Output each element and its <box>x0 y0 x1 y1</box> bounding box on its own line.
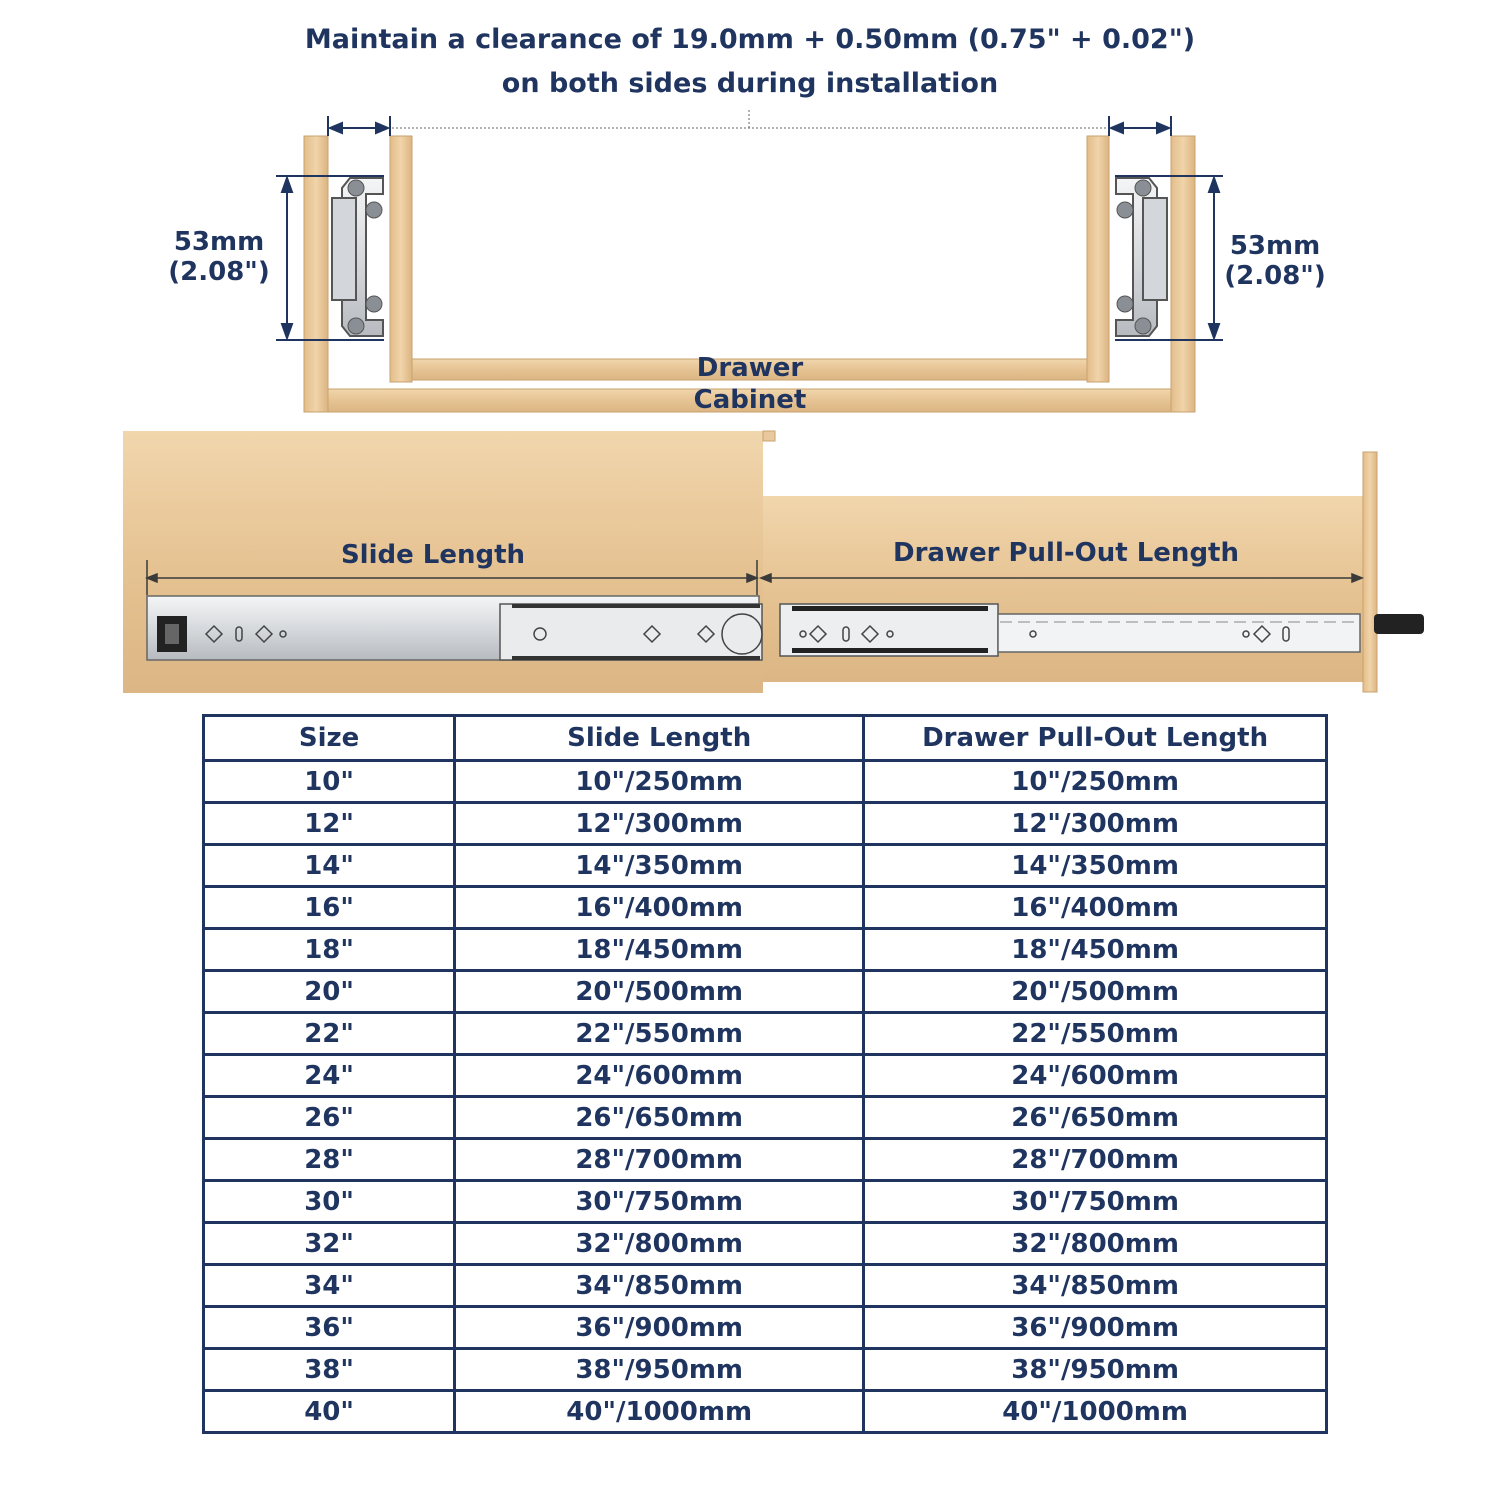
table-row <box>204 803 1327 845</box>
cell-size: 32" <box>204 1223 455 1265</box>
clearance-note-line1: Maintain a clearance of 19.0mm + 0.50mm (0.75" + 0.02") <box>304 24 1196 55</box>
cell-pullout-length: 10"/250mm <box>864 761 1327 803</box>
right-height-dimension <box>1115 176 1223 340</box>
cell-slide-length: 14"/350mm <box>455 845 864 887</box>
cell-slide-length: 32"/800mm <box>455 1223 864 1265</box>
cell-slide-length: 22"/550mm <box>455 1013 864 1055</box>
cabinet-left-side <box>304 136 328 412</box>
cell-pullout-length: 16"/400mm <box>864 887 1327 929</box>
cell-slide-length: 18"/450mm <box>455 929 864 971</box>
table-row <box>204 971 1327 1013</box>
cell-pullout-length: 22"/550mm <box>864 1013 1327 1055</box>
cell-size: 26" <box>204 1097 455 1139</box>
cell-size: 16" <box>204 887 455 929</box>
cell-size: 28" <box>204 1139 455 1181</box>
right-clearance-arrow <box>1109 116 1171 136</box>
table-row <box>204 1055 1327 1097</box>
drawer-front-panel <box>1363 452 1377 692</box>
left-clearance-arrow <box>328 116 390 136</box>
cell-pullout-length: 20"/500mm <box>864 971 1327 1013</box>
drawer-left-side <box>390 136 412 382</box>
cell-size: 36" <box>204 1307 455 1349</box>
cell-pullout-length: 40"/1000mm <box>864 1391 1327 1433</box>
cell-pullout-length: 14"/350mm <box>864 845 1327 887</box>
cell-slide-length: 12"/300mm <box>455 803 864 845</box>
cell-size: 20" <box>204 971 455 1013</box>
table-row <box>204 1013 1327 1055</box>
left-slide-profile-icon <box>332 178 383 336</box>
cell-size: 34" <box>204 1265 455 1307</box>
drawer-right-side <box>1087 136 1109 382</box>
right-slide-profile-icon <box>1116 178 1167 336</box>
header-pullout-length: Drawer Pull-Out Length <box>864 716 1327 761</box>
size-spec-table <box>202 714 1328 1434</box>
left-height-label <box>164 227 274 287</box>
table-row <box>204 929 1327 971</box>
cell-slide-length: 24"/600mm <box>455 1055 864 1097</box>
cell-pullout-length: 30"/750mm <box>864 1181 1327 1223</box>
cell-slide-length: 28"/700mm <box>455 1139 864 1181</box>
cell-slide-length: 38"/950mm <box>455 1349 864 1391</box>
table-row <box>204 761 1327 803</box>
header-slide-length: Slide Length <box>455 716 864 761</box>
table-row <box>204 1391 1327 1433</box>
cell-slide-length: 30"/750mm <box>455 1181 864 1223</box>
cell-size: 10" <box>204 761 455 803</box>
right-height-mm: 53mm <box>1229 231 1321 261</box>
cell-pullout-length: 38"/950mm <box>864 1349 1327 1391</box>
cell-slide-length: 36"/900mm <box>455 1307 864 1349</box>
drawer-label: Drawer <box>696 353 804 383</box>
cell-slide-length: 26"/650mm <box>455 1097 864 1139</box>
table-row <box>204 1097 1327 1139</box>
cell-pullout-length: 24"/600mm <box>864 1055 1327 1097</box>
slide-length-label: Slide Length <box>340 540 526 570</box>
table-row <box>204 1349 1327 1391</box>
left-height-inch: (2.08") <box>168 257 270 287</box>
table-row <box>204 1307 1327 1349</box>
cell-slide-length: 16"/400mm <box>455 887 864 929</box>
cell-size: 38" <box>204 1349 455 1391</box>
cell-pullout-length: 26"/650mm <box>864 1097 1327 1139</box>
clearance-note-line2: on both sides during installation <box>501 68 999 99</box>
cell-size: 12" <box>204 803 455 845</box>
table-row <box>204 1181 1327 1223</box>
right-height-label <box>1220 231 1330 291</box>
cell-pullout-length: 18"/450mm <box>864 929 1327 971</box>
table-row <box>204 887 1327 929</box>
cell-slide-length: 40"/1000mm <box>455 1391 864 1433</box>
table-row <box>204 1223 1327 1265</box>
cell-size: 22" <box>204 1013 455 1055</box>
table-row <box>204 1265 1327 1307</box>
cabinet-right-side <box>1171 136 1195 412</box>
table-row <box>204 845 1327 887</box>
header-size: Size <box>204 716 455 761</box>
cell-pullout-length: 32"/800mm <box>864 1223 1327 1265</box>
cross-section-diagram <box>0 0 1500 700</box>
table-header-row <box>204 716 1327 761</box>
cell-pullout-length: 28"/700mm <box>864 1139 1327 1181</box>
cabinet-label: Cabinet <box>693 385 807 415</box>
cell-slide-length: 34"/850mm <box>455 1265 864 1307</box>
left-height-dimension <box>276 176 384 340</box>
cell-size: 40" <box>204 1391 455 1433</box>
table-row <box>204 1139 1327 1181</box>
cell-pullout-length: 34"/850mm <box>864 1265 1327 1307</box>
pullout-length-label: Drawer Pull-Out Length <box>892 538 1239 568</box>
cell-slide-length: 10"/250mm <box>455 761 864 803</box>
right-height-inch: (2.08") <box>1224 261 1326 291</box>
cell-size: 24" <box>204 1055 455 1097</box>
cell-pullout-length: 36"/900mm <box>864 1307 1327 1349</box>
cell-size: 30" <box>204 1181 455 1223</box>
release-lever-icon <box>1374 614 1424 634</box>
cell-size: 14" <box>204 845 455 887</box>
cell-size: 18" <box>204 929 455 971</box>
cell-pullout-length: 12"/300mm <box>864 803 1327 845</box>
cell-slide-length: 20"/500mm <box>455 971 864 1013</box>
left-height-mm: 53mm <box>173 227 265 257</box>
